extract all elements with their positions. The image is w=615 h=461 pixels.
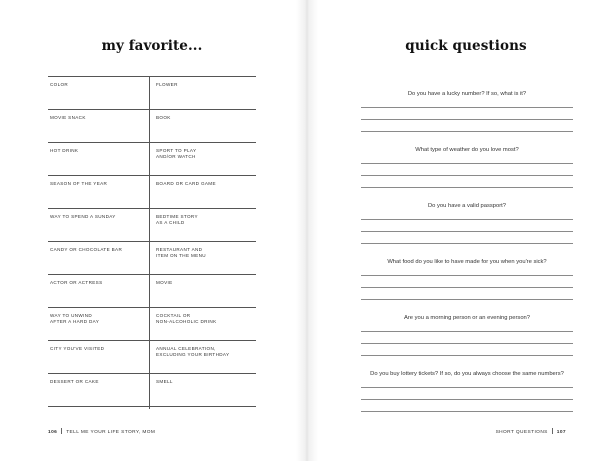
favorite-label: BOARD OR CARD GAME [156, 181, 216, 186]
favorite-label: COCKTAIL OR NON-ALCOHOLIC DRINK [156, 313, 217, 324]
right-footer [496, 428, 566, 435]
answer-line[interactable] [361, 299, 573, 300]
question-block [361, 91, 573, 141]
page-number: 107 [556, 430, 566, 435]
favorite-label: SEASON OF THE YEAR [50, 181, 108, 186]
answer-line[interactable] [361, 243, 573, 244]
table-row [48, 341, 256, 374]
footer-separator [552, 428, 553, 434]
question-text: What type of weather do you love most? [415, 147, 519, 153]
table-row [48, 110, 256, 143]
favorite-label: CANDY OR CHOCOLATE BAR [50, 247, 123, 252]
question-block [361, 147, 573, 197]
table-row [48, 143, 256, 176]
favorite-label: DESSERT OR CAKE [50, 379, 99, 384]
question-block [361, 315, 573, 365]
table-row [48, 209, 256, 242]
favorite-label: RESTAURANT AND ITEM ON THE MENU [156, 247, 206, 258]
left-footer [48, 428, 155, 435]
question-text: Are you a morning person or an evening person? [403, 315, 530, 321]
answer-line[interactable] [361, 331, 573, 332]
favorite-label: COLOR [50, 82, 69, 87]
favorite-label: MOVIE SNACK [50, 115, 86, 120]
running-head: TELL ME YOUR LIFE STORY, MOM [66, 430, 156, 435]
answer-line[interactable] [361, 119, 573, 120]
question-text: Do you have a lucky number? If so, what is it? [407, 91, 527, 97]
answer-line[interactable] [361, 411, 573, 412]
favorite-label: SMELL [156, 379, 173, 384]
answer-line[interactable] [361, 231, 573, 232]
answer-line[interactable] [361, 175, 573, 176]
answer-line[interactable] [361, 343, 573, 344]
answer-line[interactable] [361, 187, 573, 188]
question-block [361, 371, 573, 421]
question-block [361, 259, 573, 309]
favorite-label: ANNUAL CELEBRATION, EXCLUDING YOUR BIRTHDAY [156, 346, 230, 357]
question-text: What food do you like to have made for you when you're sick? [387, 259, 547, 265]
answer-line[interactable] [361, 219, 573, 220]
page-title: quick questions [405, 38, 527, 54]
favorite-label: CITY YOU'VE VISITED [50, 346, 105, 351]
section-name: SHORT QUESTIONS [495, 430, 548, 435]
favorite-label: BEDTIME STORY AS A CHILD [156, 214, 198, 225]
answer-line[interactable] [361, 275, 573, 276]
favorite-label: WAY TO SPEND A SUNDAY [50, 214, 116, 219]
favorite-label: MOVIE [156, 280, 173, 285]
favorite-label: WAY TO UNWIND AFTER A HARD DAY [50, 313, 100, 324]
answer-line[interactable] [361, 131, 573, 132]
favorites-table [48, 76, 256, 409]
table-row [48, 77, 256, 110]
answer-line[interactable] [361, 355, 573, 356]
answer-line[interactable] [361, 107, 573, 108]
favorite-label: ACTOR OR ACTRESS [50, 280, 103, 285]
footer-separator [61, 428, 62, 434]
table-row [48, 308, 256, 341]
question-block [361, 203, 573, 253]
left-page [0, 0, 307, 461]
right-page [307, 0, 615, 461]
answer-line[interactable] [361, 287, 573, 288]
table-row [48, 275, 256, 308]
favorite-label: BOOK [156, 115, 171, 120]
answer-line[interactable] [361, 387, 573, 388]
question-text: Do you buy lottery tickets? If so, do you always choose the same numbers? [370, 371, 564, 377]
page-title: my favorite... [101, 38, 203, 54]
table-row [48, 374, 256, 407]
table-row [48, 242, 256, 275]
favorite-label: SPORT TO PLAY AND/OR WATCH [156, 148, 197, 159]
favorite-label: HOT DRINK [50, 148, 79, 153]
answer-line[interactable] [361, 399, 573, 400]
question-text: Do you have a valid passport? [428, 203, 506, 209]
answer-line[interactable] [361, 163, 573, 164]
table-row [48, 176, 256, 209]
page-number: 106 [48, 430, 58, 435]
favorite-label: FLOWER [156, 82, 178, 87]
